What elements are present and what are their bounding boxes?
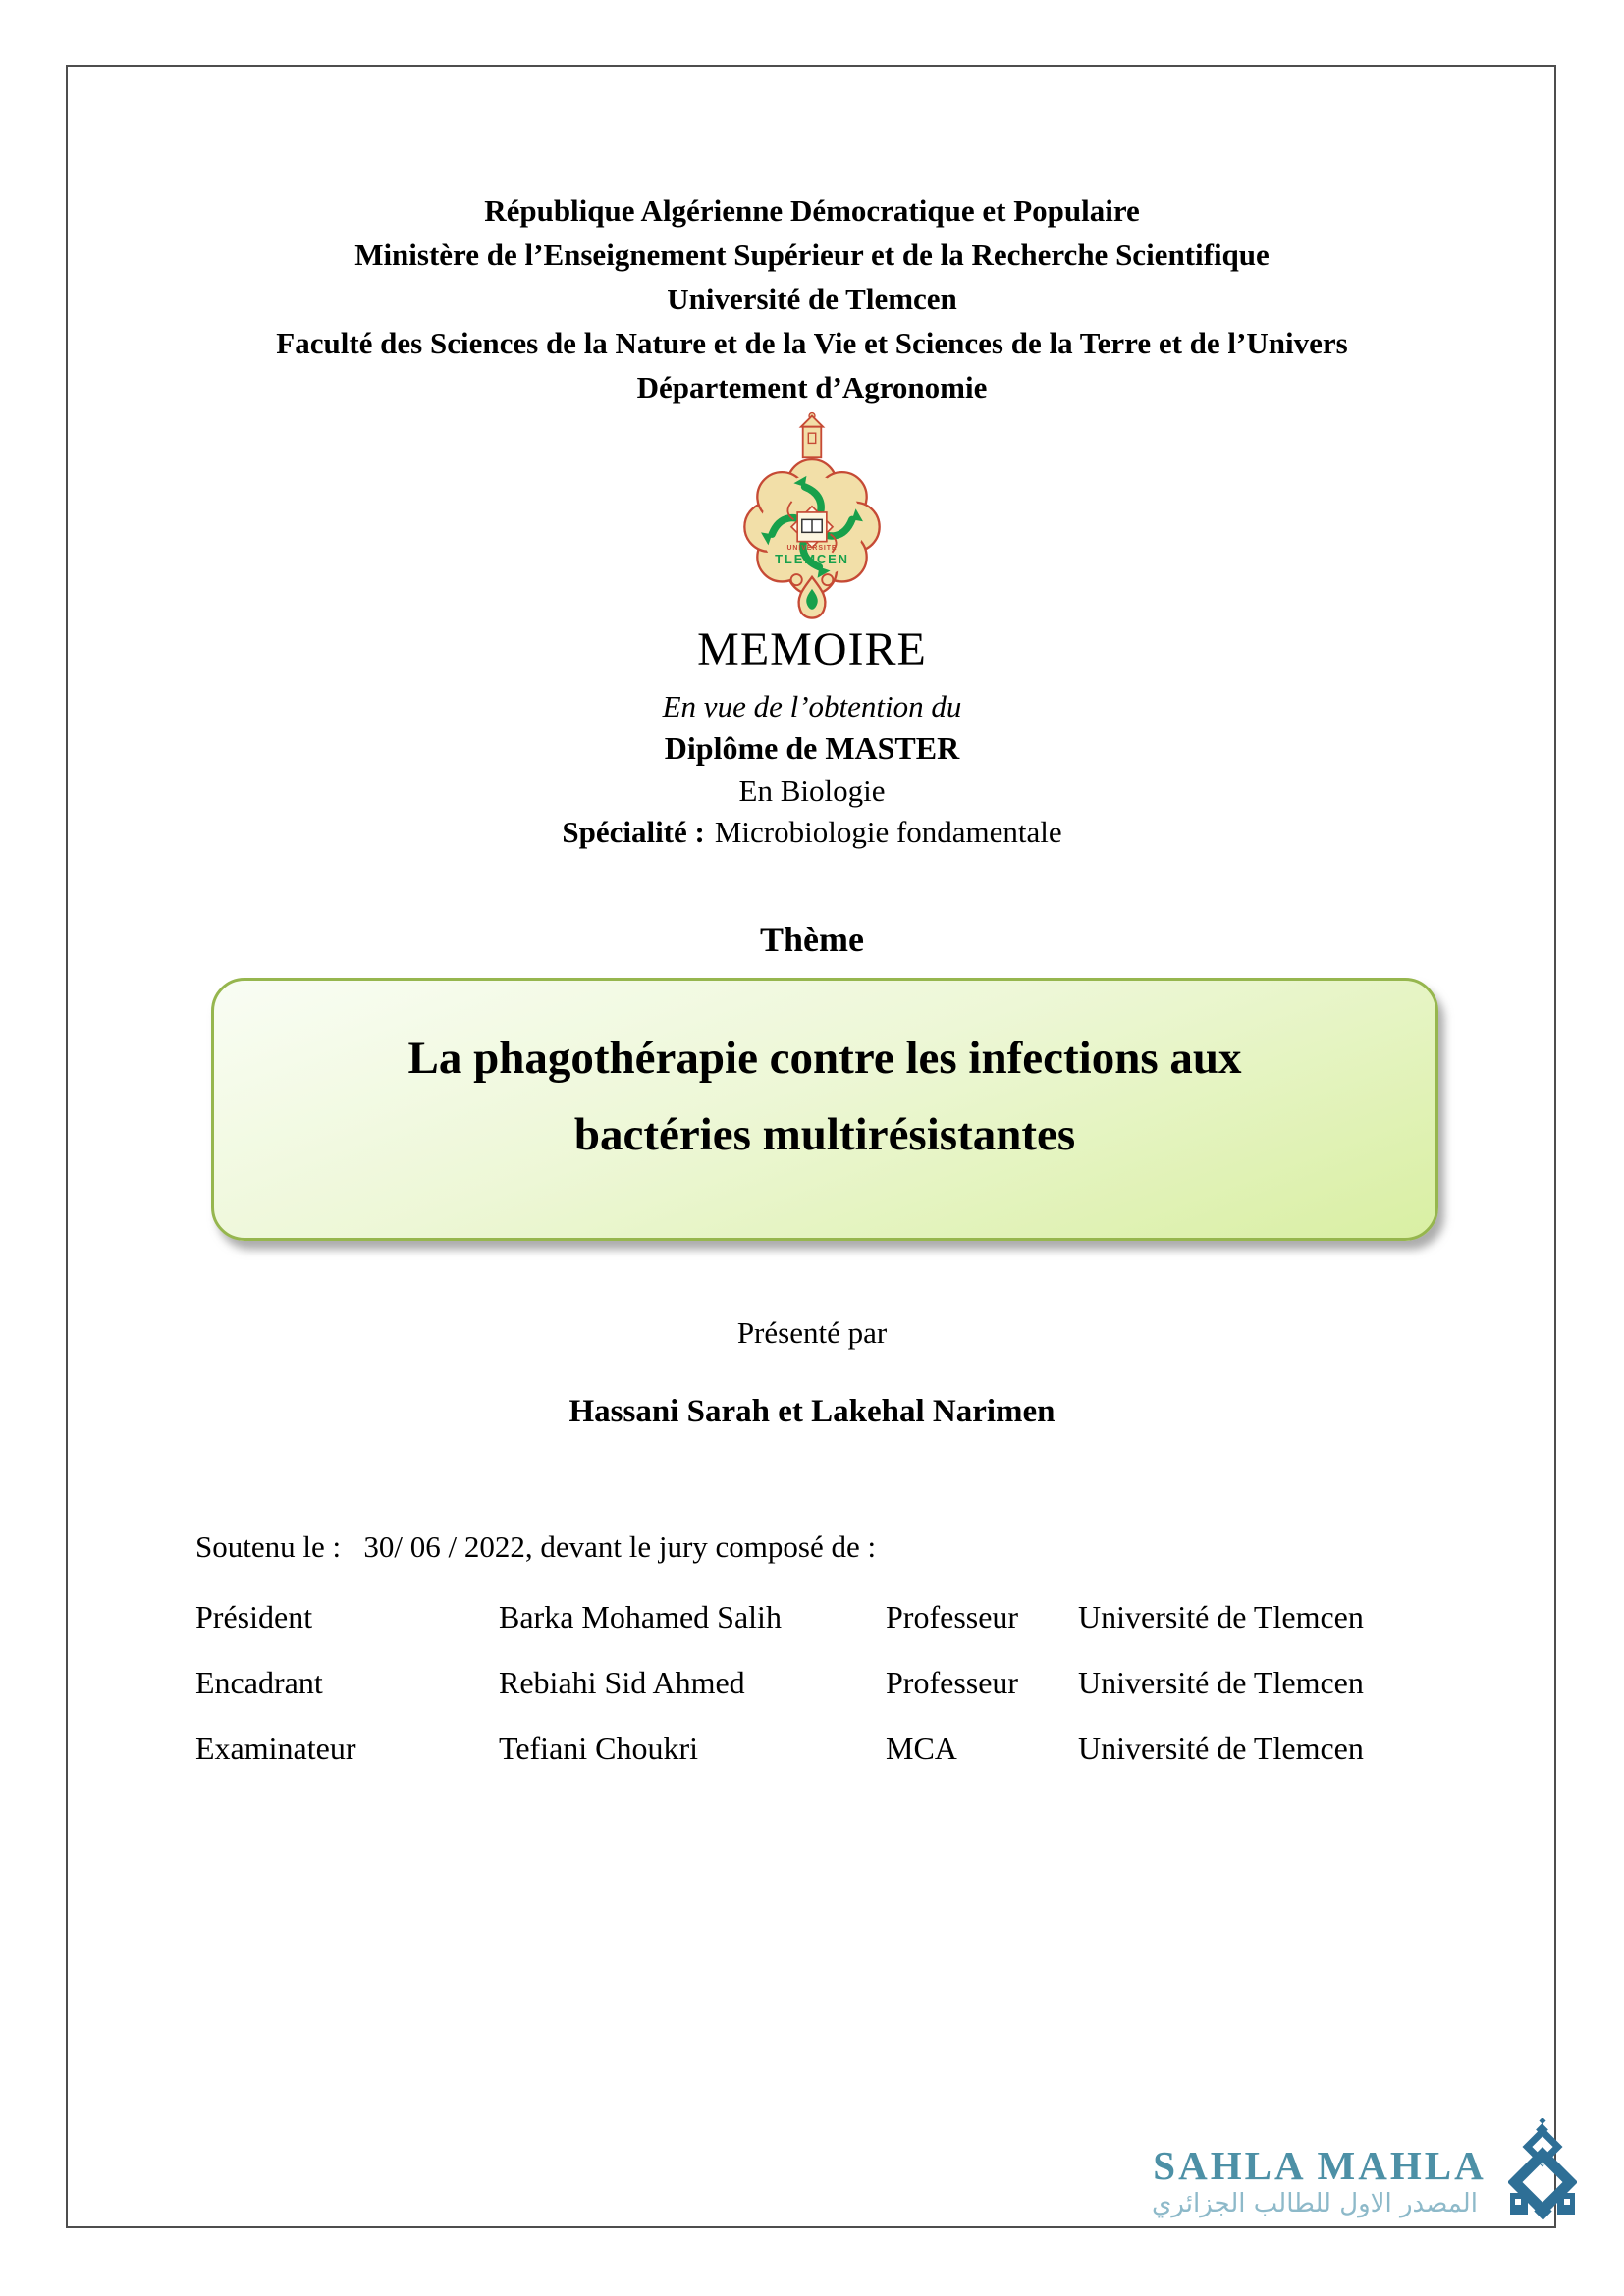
jury-row-president <box>195 1584 1433 1650</box>
header-line-faculty: Faculté des Sciences de la Nature et de la Vie et Sciences de la Terre et de l’Univers <box>276 326 1348 360</box>
jury-grade: Professeur <box>886 1599 1019 1634</box>
university-logo-container <box>66 410 1558 643</box>
jury-institution: Université de Tlemcen <box>1078 1599 1364 1634</box>
jury-row-encadrant <box>195 1650 1433 1716</box>
specialty-value: Microbiologie fondamentale <box>714 815 1062 849</box>
header-line-republic: République Algérienne Démocratique et Populaire <box>484 193 1140 228</box>
thesis-title <box>214 981 1435 1173</box>
jury-name: Barka Mohamed Salih <box>499 1599 782 1634</box>
sahla-mahla-kufic-logo-icon <box>1508 2118 1577 2230</box>
university-of-tlemcen-logo <box>738 410 886 638</box>
thesis-title-box <box>211 978 1438 1241</box>
diploma-line: Diplôme de MASTER <box>664 730 960 766</box>
authors-names: Hassani Sarah et Lakehal Narimen <box>568 1394 1056 1429</box>
jury-role: Examinateur <box>195 1731 356 1766</box>
jury-role: Encadrant <box>195 1665 323 1700</box>
jury-institution: Université de Tlemcen <box>1078 1665 1364 1700</box>
jury-grade: Professeur <box>886 1665 1019 1700</box>
presented-by-label: Présenté par <box>736 1315 888 1350</box>
document-type-title: MEMOIRE <box>697 623 927 675</box>
jury-name: Tefiani Choukri <box>499 1731 699 1766</box>
header-line-university: Université de Tlemcen <box>667 282 957 316</box>
jury-row-examinateur <box>195 1716 1433 1782</box>
jury-table <box>195 1584 1433 1782</box>
degree-purpose-line: En vue de l’obtention du <box>662 689 962 723</box>
header-line-ministry: Ministère de l’Enseignement Supérieur et de la Recherche Scientifique <box>354 238 1270 272</box>
theme-heading: Thème <box>760 920 864 959</box>
jury-role: Président <box>195 1599 313 1634</box>
specialty-label: Spécialité : <box>562 815 705 849</box>
institution-header <box>66 188 1558 409</box>
jury-grade: MCA <box>886 1731 957 1766</box>
jury-institution: Université de Tlemcen <box>1078 1731 1364 1766</box>
thesis-title-line-1: La phagothérapie contre les infections aux <box>407 1033 1242 1084</box>
jury-name: Rebiahi Sid Ahmed <box>499 1665 745 1700</box>
logo-universite-text: UNIVERSITE <box>786 544 838 552</box>
thesis-title-line-2: bactéries multirésistantes <box>573 1109 1076 1160</box>
logo-tlemcen-text: TLEMCEN <box>775 551 849 566</box>
field-line: En Biologie <box>738 774 886 808</box>
specialty-line <box>66 815 1558 850</box>
defense-date-line: Soutenu le : 30/ 06 / 2022, devant le jury composé de : <box>195 1529 877 1564</box>
header-line-department: Département d’Agronomie <box>636 370 988 404</box>
sahla-mahla-brand-text: SAHLA MAHLA <box>1153 2143 1487 2188</box>
sahla-mahla-arabic-tagline: المصدر الاول للطالب الجزائري <box>1152 2189 1478 2218</box>
